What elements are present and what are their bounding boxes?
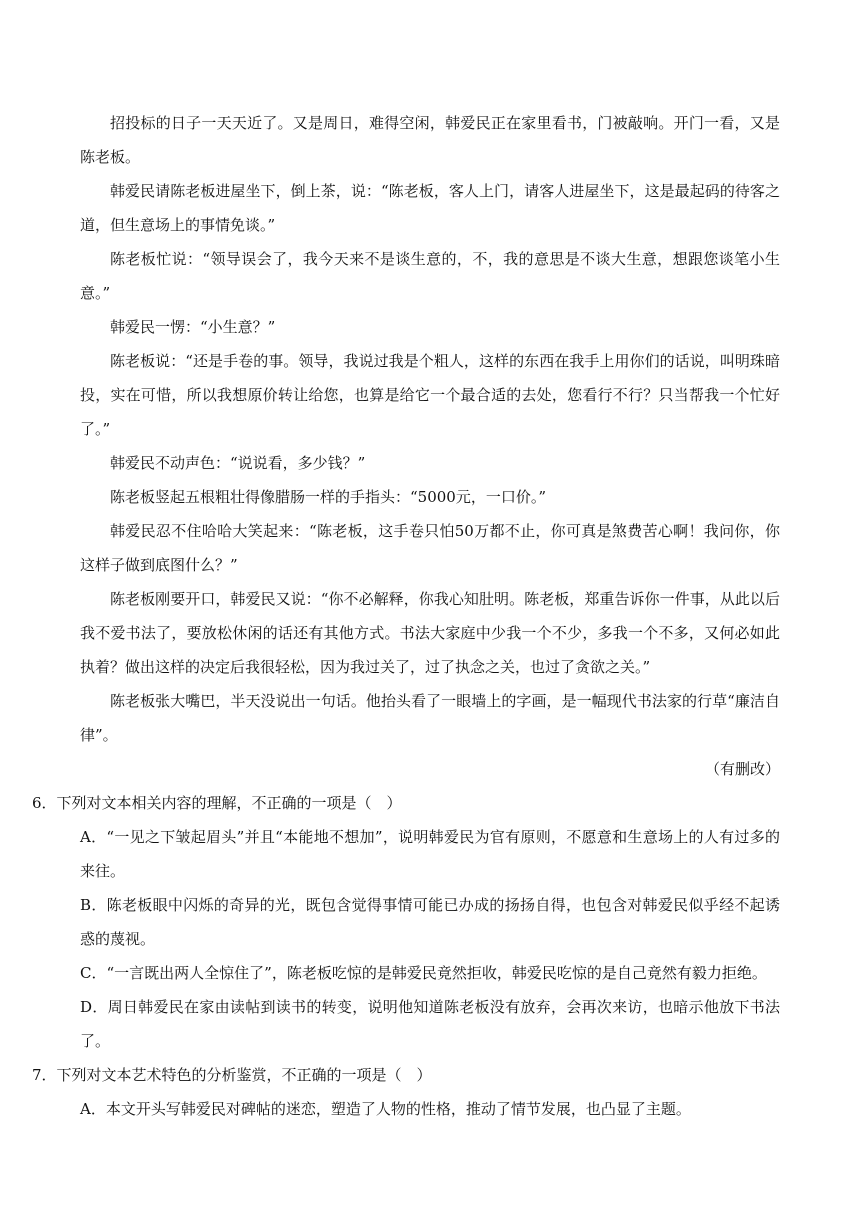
story-paragraph: 陈老板刚要开口，韩爱民又说：“你不必解释，你我心知肚明。陈老板，郑重告诉你一件事，从此以后我不爱书法了，要放松休闲的话还有其他方式。书法大家庭中少我一个不少，多我一个不多，又何必如此执着？做出这样的决定后我很轻松，因为我过关了，过了执念之关，也过了贪欲之关。” [80, 590, 780, 676]
story-paragraph: 韩爱民请陈老板进屋坐下，倒上茶，说：“陈老板，客人上门，请客人进屋坐下，这是最起码的待客之道，但生意场上的事情免谈。” [80, 182, 780, 234]
story-paragraph: 韩爱民不动声色：“说说看，多少钱？” [110, 454, 366, 472]
story-paragraph: 陈老板忙说：“领导误会了，我今天来不是谈生意的，不，我的意思是不谈大生意，想跟您谈笔小生意。” [80, 250, 780, 302]
question-stem: 6．下列对文本相关内容的理解，不正确的一项是（ ） [32, 794, 402, 812]
option-d: D．周日韩爱民在家由读帖到读书的转变，说明他知道陈老板没有放弃，会再次来访，也暗示他放下书法了。 [80, 998, 780, 1050]
option-a: A．本文开头写韩爱民对碑帖的迷恋，塑造了人物的性格，推动了情节发展，也凸显了主题。 [80, 1100, 691, 1118]
document-content [32, 106, 780, 1126]
question-stem: 7．下列对文本艺术特色的分析鉴赏，不正确的一项是（ ） [32, 1066, 432, 1084]
option-a: A．“一见之下皱起眉头”并且“本能地不想加”，说明韩爱民为官有原则，不愿意和生意场上的人有过多的来往。 [80, 828, 780, 880]
story-paragraph: 陈老板竖起五根粗壮得像腊肠一样的手指头：“5000元，一口价。” [110, 488, 547, 506]
story-paragraph: 陈老板说：“还是手卷的事。领导，我说过我是个粗人，这样的东西在我手上用你们的话说，叫明珠暗投，实在可惜，所以我想原价转让给您，也算是给它一个最合适的去处，您看行不行？只当帮我一个忙好了。” [80, 352, 780, 438]
story-paragraph: 韩爱民一愣：“小生意？” [110, 318, 276, 336]
story-text [80, 106, 780, 786]
question-options [80, 820, 780, 1058]
question-7 [32, 1058, 780, 1126]
story-paragraph: 韩爱民忍不住哈哈大笑起来：“陈老板，这手卷只怕50万都不止，你可真是煞费苦心啊！我问你，你这样子做到底图什么？” [80, 522, 780, 574]
source-note: （有删改） [704, 760, 780, 778]
question-options [80, 1092, 780, 1126]
question-6 [32, 786, 780, 1058]
story-paragraph: 陈老板张大嘴巴，半天没说出一句话。他抬头看了一眼墙上的字画，是一幅现代书法家的行草“廉洁自律”。 [80, 692, 780, 744]
option-b: B．陈老板眼中闪烁的奇异的光，既包含觉得事情可能已办成的扬扬自得，也包含对韩爱民似乎经不起诱惑的蔑视。 [80, 896, 780, 948]
option-c: C．“一言既出两人全惊住了”，陈老板吃惊的是韩爱民竟然拒收，韩爱民吃惊的是自己竟然有毅力拒绝。 [80, 964, 767, 982]
story-paragraph: 招投标的日子一天天近了。又是周日，难得空闲，韩爱民正在家里看书，门被敲响。开门一看，又是陈老板。 [80, 114, 780, 166]
